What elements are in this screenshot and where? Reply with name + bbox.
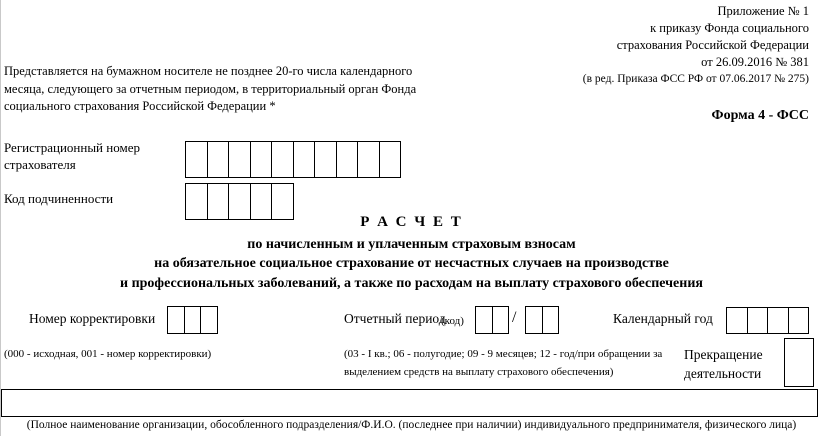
form-title-line: по начисленным и уплаченным страховым взносам <box>247 236 576 252</box>
termination-label <box>684 345 763 383</box>
calendar-year-label: Календарный год <box>613 311 713 326</box>
digit-cell[interactable] <box>185 141 208 178</box>
appendix-edition: (в ред. Приказа ФСС РФ от 07.06.2017 № 275) <box>582 73 809 85</box>
digit-cell[interactable] <box>167 306 185 334</box>
termination-label-line: Прекращение <box>684 347 763 362</box>
insured-name-field[interactable] <box>1 389 818 417</box>
submission-note: Представляется на бумажном носителе не позднее 20-го числа календарного месяца, следующего за отчетным периодом, в территориальный орган Фонда социального страхования Российской Федерации * <box>4 64 417 113</box>
digit-cell[interactable] <box>788 307 810 334</box>
digit-cell[interactable] <box>250 141 273 178</box>
form-title-line: и профессиональных заболеваний, а также по расходам на выплату страхового обеспечения <box>120 275 703 291</box>
form-title-line: Р А С Ч Е Т <box>360 214 463 230</box>
digit-cell[interactable] <box>525 306 543 334</box>
reporting-period-label: Отчетный период <box>344 311 446 326</box>
digit-cell[interactable] <box>475 306 493 334</box>
digit-cell[interactable] <box>184 306 202 334</box>
digit-cell[interactable] <box>200 306 218 334</box>
digit-cell[interactable] <box>542 306 560 334</box>
digit-cell[interactable] <box>492 306 510 334</box>
digit-cell[interactable] <box>314 141 337 178</box>
registration-number-label: Регистрационный номер страхователя <box>4 140 140 172</box>
digit-cell[interactable] <box>357 141 380 178</box>
correction-number-hint: (000 - исходная, 001 - номер корректировки) <box>4 348 212 360</box>
digit-cell[interactable] <box>293 141 316 178</box>
reporting-period-hint-line2: выделением средств на выплату страхового обеспечения) <box>344 366 614 378</box>
reporting-period-separator: / <box>512 309 517 326</box>
digit-cell[interactable] <box>228 141 251 178</box>
appendix-line: от 26.09.2016 № 381 <box>701 55 809 69</box>
appendix-line: страхования Российской Федерации <box>616 38 809 52</box>
digit-cell[interactable] <box>271 141 294 178</box>
termination-checkbox[interactable] <box>784 338 814 387</box>
form-title <box>1 213 822 293</box>
digit-cell[interactable] <box>767 307 789 334</box>
digit-cell[interactable] <box>379 141 402 178</box>
form-label: Форма 4 - ФСС <box>711 108 809 123</box>
reporting-period-cells[interactable] <box>475 306 509 334</box>
appendix-line: Приложение № 1 <box>717 4 809 18</box>
digit-cell[interactable] <box>747 307 769 334</box>
appendix-block <box>583 3 809 88</box>
reporting-period-request-cells[interactable] <box>525 306 559 334</box>
calendar-year-cells[interactable] <box>726 307 809 334</box>
registration-number-cells[interactable] <box>185 141 401 178</box>
correction-number-label: Номер корректировки <box>29 311 156 326</box>
digit-cell[interactable] <box>726 307 748 334</box>
appendix-line: к приказу Фонда социального <box>650 21 809 35</box>
form-title-line: на обязательное социальное страхование от несчастных случаев на производстве <box>154 256 669 271</box>
reporting-period-code-label: (код) <box>441 315 464 327</box>
termination-label-line: деятельности <box>684 366 762 381</box>
correction-number-cells[interactable] <box>167 306 218 334</box>
subordination-code-label: Код подчиненности <box>4 191 114 206</box>
insured-name-caption: (Полное наименование организации, обособленного подразделения/Ф.И.О. (последнее при наличии) индивидуального предпринимателя, физического лица) <box>26 419 797 431</box>
digit-cell[interactable] <box>207 141 230 178</box>
reporting-period-hint-line1: (03 - I кв.; 06 - полугодие; 09 - 9 месяцев; 12 - год/при обращении за <box>344 348 663 360</box>
digit-cell[interactable] <box>336 141 359 178</box>
